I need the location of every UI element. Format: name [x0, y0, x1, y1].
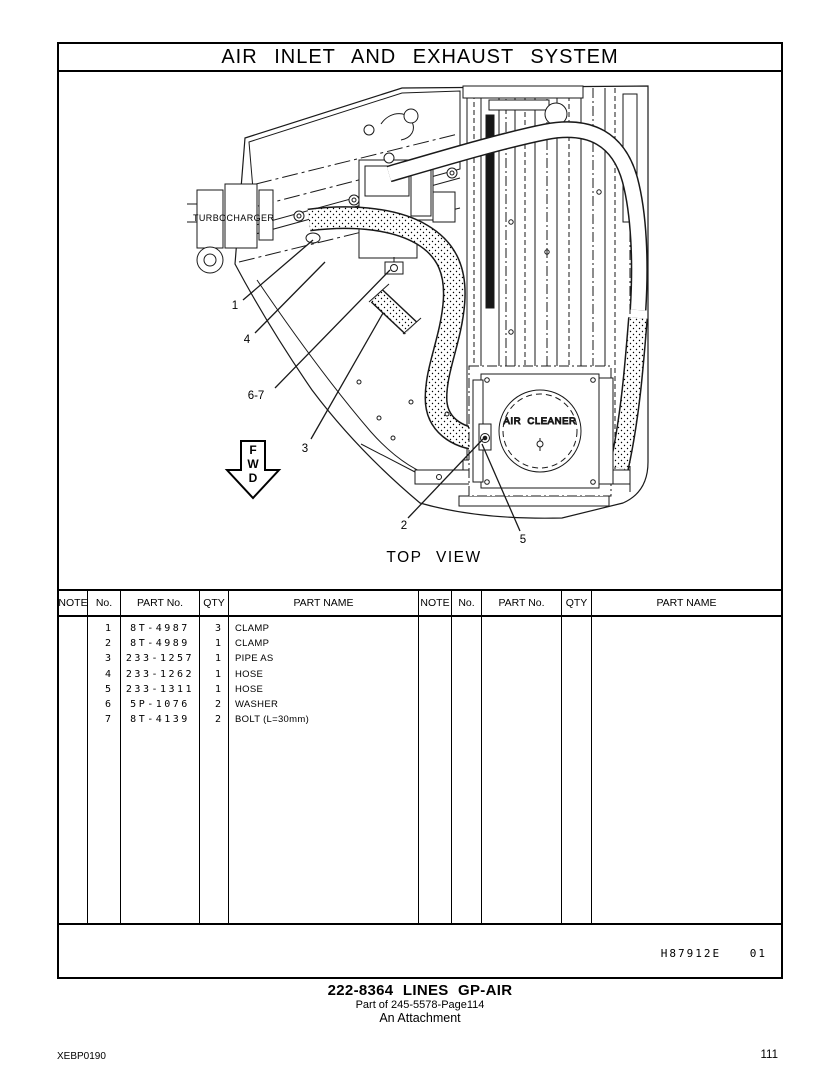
- row-qty: 1: [214, 683, 221, 695]
- fwd-arrow-icon: [227, 441, 279, 498]
- group-subtitle: Part of 245-5578-Page114: [355, 999, 485, 1011]
- row-no: 6: [104, 698, 111, 710]
- row-no: 5: [104, 683, 111, 695]
- row-part-no: 233-1311: [125, 683, 195, 695]
- note-column: [59, 617, 88, 923]
- drawing-revision: 01: [749, 947, 767, 960]
- air-cleaner-label: AIR CLEANER: [503, 416, 577, 427]
- row-part-no: 8T-4989: [130, 638, 190, 650]
- row-no: 4: [104, 668, 111, 680]
- col-header-note-2: NOTE: [419, 591, 452, 615]
- air-cleaner: [469, 366, 613, 496]
- parts-table-body: [59, 617, 781, 923]
- col-header-part-name-2: PART NAME: [656, 597, 717, 609]
- row-qty: 2: [214, 714, 221, 726]
- right-intake-hose: [619, 318, 638, 468]
- callout-3: 3: [301, 443, 309, 455]
- row-part-no: 5P-1076: [130, 698, 190, 710]
- row-part-name: PIPE AS: [235, 653, 274, 665]
- angled-duct: [369, 284, 421, 334]
- qty-column: [200, 617, 229, 923]
- no-column: [88, 617, 121, 923]
- part-no-column-2: [482, 617, 562, 923]
- row-no: 1: [104, 623, 111, 634]
- page-border: [57, 42, 783, 979]
- part-name-column-2: [592, 617, 781, 923]
- page-title: AIR INLET AND EXHAUST SYSTEM: [221, 45, 619, 68]
- col-header-part-name: PART NAME: [229, 591, 419, 615]
- col-header-qty-2: QTY: [562, 591, 592, 615]
- callout-2: 2: [400, 520, 408, 532]
- row-no: 2: [104, 638, 111, 650]
- note-column-2: [419, 617, 452, 923]
- row-part-name: CLAMP: [235, 623, 270, 634]
- row-part-no: 233-1257: [125, 653, 195, 665]
- row-part-name: HOSE: [235, 668, 264, 680]
- svg-text:D: D: [248, 471, 258, 485]
- drawing-number: H87912E: [660, 947, 722, 960]
- group-title: 222-8364 LINES GP-AIR: [327, 982, 513, 999]
- callout-1: 1: [231, 300, 239, 312]
- parts-table-header: [59, 591, 781, 617]
- row-part-name: CLAMP: [235, 638, 270, 650]
- col-header-qty: QTY: [200, 591, 229, 615]
- svg-text:F: F: [249, 443, 257, 457]
- drawing-code-strip: [59, 923, 781, 969]
- part-name-column: [229, 617, 419, 923]
- col-header-no-2: No.: [452, 591, 482, 615]
- no-column-2: [452, 617, 482, 923]
- row-no: 7: [104, 714, 111, 726]
- page-number: 111: [760, 1049, 778, 1061]
- callout-4: 4: [243, 334, 251, 346]
- svg-text:W: W: [247, 457, 259, 471]
- part-no-column: [121, 617, 200, 923]
- callout-6-7: 6-7: [247, 390, 265, 402]
- row-qty: 1: [214, 653, 221, 665]
- diagram-area: [59, 72, 781, 591]
- qty-column-2: [562, 617, 592, 923]
- engine-top-view-drawing: [59, 72, 777, 591]
- row-qty: 3: [214, 623, 221, 634]
- view-label: TOP VIEW: [386, 549, 482, 566]
- row-qty: 1: [214, 638, 221, 650]
- doc-code: XEBP0190: [57, 1051, 106, 1062]
- callout-5: 5: [519, 534, 527, 546]
- row-part-no: 8T-4987: [130, 623, 190, 634]
- row-part-no: 8T-4139: [130, 714, 190, 726]
- attachment-note: An Attachment: [379, 1011, 461, 1025]
- col-header-part-no: PART No.: [121, 591, 200, 615]
- col-header-part-no-2: PART No.: [482, 591, 562, 615]
- row-part-name: BOLT (L=30mm): [235, 714, 310, 726]
- row-qty: 1: [214, 668, 221, 680]
- row-part-name: HOSE: [235, 683, 264, 695]
- row-part-name: WASHER: [235, 698, 279, 710]
- col-header-no: No.: [88, 591, 121, 615]
- title-bar: [59, 44, 781, 72]
- row-qty: 2: [214, 698, 221, 710]
- row-part-no: 233-1262: [125, 668, 195, 680]
- col-header-note: NOTE: [59, 591, 88, 615]
- row-no: 3: [104, 653, 111, 665]
- turbocharger-label: TURBOCHARGER: [193, 213, 275, 223]
